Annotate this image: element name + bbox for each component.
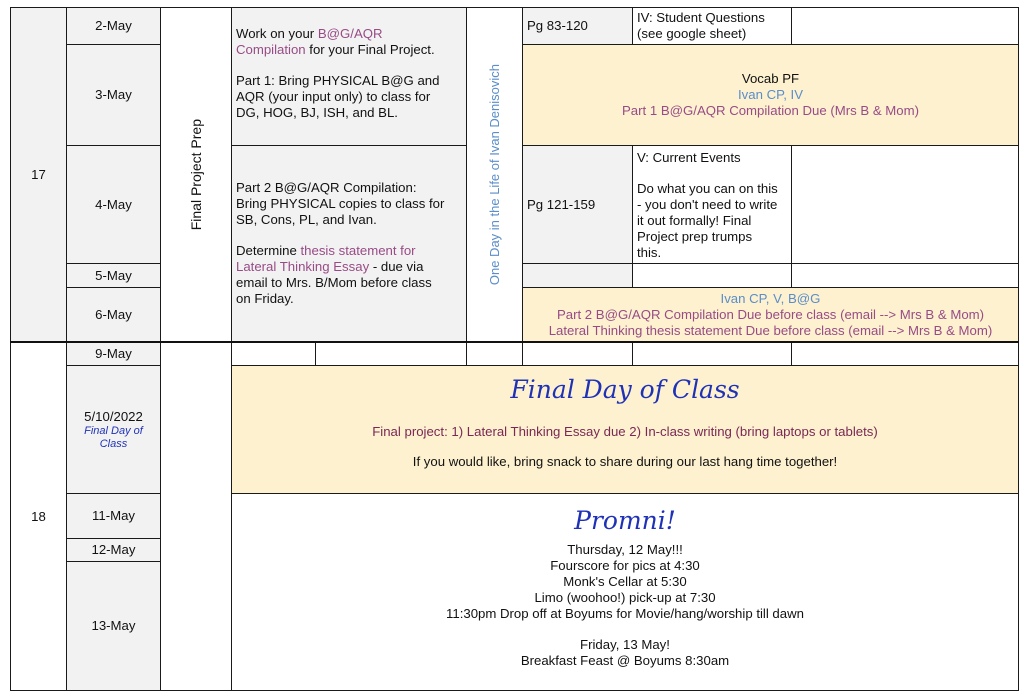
banner-line: Part 2 B@G/AQR Compilation Due before class (email --> Mrs B & Mom) — [556, 306, 985, 322]
banner-line: Ivan CP, V, B@G — [720, 290, 821, 306]
date-label: 3-May — [95, 87, 132, 102]
promni-line: Thursday, 12 May!!! — [567, 542, 683, 557]
task-line: Part 1: Bring PHYSICAL B@G and — [236, 73, 440, 88]
date-cell — [66, 493, 161, 539]
may3-due-banner — [522, 44, 1019, 146]
week-number: 18 — [31, 508, 46, 524]
final-day-banner — [231, 365, 1019, 494]
reading-pages: Pg 83-120 — [527, 18, 588, 33]
task-text: Determine — [236, 243, 301, 258]
banner-line: Vocab PF — [741, 71, 800, 86]
final-day-line: If you would like, bring snack to share during our last hang time together! — [412, 454, 838, 469]
empty-cell — [632, 263, 792, 288]
week-divider — [10, 341, 1019, 343]
reading-pages: Pg 121-159 — [527, 196, 596, 212]
task-highlight: thesis statement for — [300, 243, 416, 258]
task-text: Work on your — [236, 26, 318, 41]
date-label: 5-May — [95, 267, 132, 283]
discussion-line: (see google sheet) — [637, 26, 747, 41]
empty-cell — [632, 342, 792, 366]
date-cell — [66, 7, 161, 45]
date-cell-final-day — [66, 365, 161, 494]
spacer — [637, 166, 787, 181]
reading-cell — [522, 145, 633, 264]
empty-cell — [315, 342, 467, 366]
discussion-line: Do what you can on this — [637, 181, 778, 196]
extra-cell — [791, 145, 1019, 264]
date-cell — [66, 145, 161, 264]
discussion-line: V: Current Events — [637, 150, 741, 165]
task-line — [236, 26, 462, 42]
promni-line: Monk's Cellar at 5:30 — [563, 574, 687, 589]
final-day-line: Final project: 1) Lateral Thinking Essay due 2) In-class writing (bring laptops or tablets) — [372, 424, 878, 439]
unit-label: Final Project Prep — [188, 118, 204, 231]
task-line: Part 2 B@G/AQR Compilation: — [236, 180, 417, 195]
promni-title: Promni! — [574, 506, 676, 535]
book-title-cell — [466, 7, 523, 342]
discussion-line: Project prep trumps — [637, 229, 753, 244]
date-label: 13-May — [91, 618, 136, 633]
date-label: 12-May — [91, 542, 136, 557]
task-line: on Friday. — [236, 291, 294, 306]
discussion-line: IV: Student Questions — [637, 10, 765, 25]
date-label: 11-May — [92, 508, 135, 523]
empty-cell — [466, 342, 523, 366]
extra-cell — [791, 7, 1019, 45]
spacer — [236, 58, 462, 73]
date-label: 6-May — [95, 306, 132, 322]
date-label: 2-May — [95, 18, 132, 33]
may6-due-banner — [522, 287, 1019, 342]
date-cell — [66, 561, 161, 691]
task-cell-part2 — [231, 145, 467, 342]
promni-line: Fourscore for pics at 4:30 — [550, 558, 700, 573]
empty-cell — [791, 263, 1019, 288]
spacer — [236, 228, 462, 243]
discussion-cell — [632, 145, 792, 264]
promni-line: Limo (woohoo!) pick-up at 7:30 — [534, 590, 716, 605]
date-label: 5/10/2022 — [84, 408, 143, 424]
date-cell — [66, 538, 161, 562]
empty-cell — [791, 342, 1019, 366]
week-number: 17 — [31, 166, 46, 182]
discussion-line: this. — [637, 245, 662, 260]
empty-cell — [522, 263, 633, 288]
week-18-cell — [10, 342, 67, 691]
task-line: AQR (your input only) to class for — [236, 89, 431, 104]
discussion-cell — [632, 7, 792, 45]
reading-cell — [522, 7, 633, 45]
discussion-line: it out formally! Final — [637, 213, 752, 228]
task-highlight: Lateral Thinking Essay — [236, 259, 370, 274]
promni-line: Friday, 13 May! — [580, 637, 670, 652]
date-note: Final Day of Class — [84, 424, 143, 450]
task-line: email to Mrs. B/Mom before class — [236, 275, 432, 290]
promni-line: Breakfast Feast @ Boyums 8:30am — [520, 653, 730, 668]
empty-cell — [522, 342, 633, 366]
task-line — [236, 259, 462, 275]
date-label: 9-May — [95, 346, 132, 361]
book-title: One Day in the Life of Ivan Denisovich — [486, 63, 502, 286]
promni-line: 11:30pm Drop off at Boyums for Movie/hang/worship till dawn — [446, 606, 804, 621]
task-highlight: B@G/AQR — [317, 26, 383, 41]
date-cell — [66, 263, 161, 288]
unit-empty-cell — [160, 342, 232, 691]
date-label: 4-May — [95, 196, 132, 212]
task-highlight: Compilation — [236, 42, 306, 57]
promni-details — [232, 542, 1018, 669]
unit-label-cell — [160, 7, 232, 342]
task-cell-part1 — [231, 7, 467, 146]
final-day-title: Final Day of Class — [510, 375, 740, 404]
date-cell — [66, 342, 161, 366]
task-line: DG, HOG, BJ, ISH, and BL. — [236, 105, 398, 120]
date-cell — [66, 44, 161, 146]
spacer — [232, 622, 1018, 637]
task-line — [236, 42, 462, 58]
empty-cell — [231, 342, 316, 366]
task-line — [236, 243, 462, 259]
discussion-line: - you don't need to write — [637, 197, 778, 212]
banner-line: Part 1 B@G/AQR Compilation Due (Mrs B & Mom) — [622, 103, 919, 118]
banner-line: Ivan CP, IV — [738, 87, 803, 102]
week-17-cell — [10, 7, 67, 342]
task-line: SB, Cons, PL, and Ivan. — [236, 212, 377, 227]
task-line: Bring PHYSICAL copies to class for — [236, 196, 445, 211]
task-text: for your Final Project. — [305, 42, 435, 57]
task-text: - due via — [369, 259, 424, 274]
banner-line: Lateral Thinking thesis statement Due before class (email --> Mrs B & Mom) — [548, 322, 993, 338]
date-cell — [66, 287, 161, 342]
promni-block — [231, 493, 1019, 691]
